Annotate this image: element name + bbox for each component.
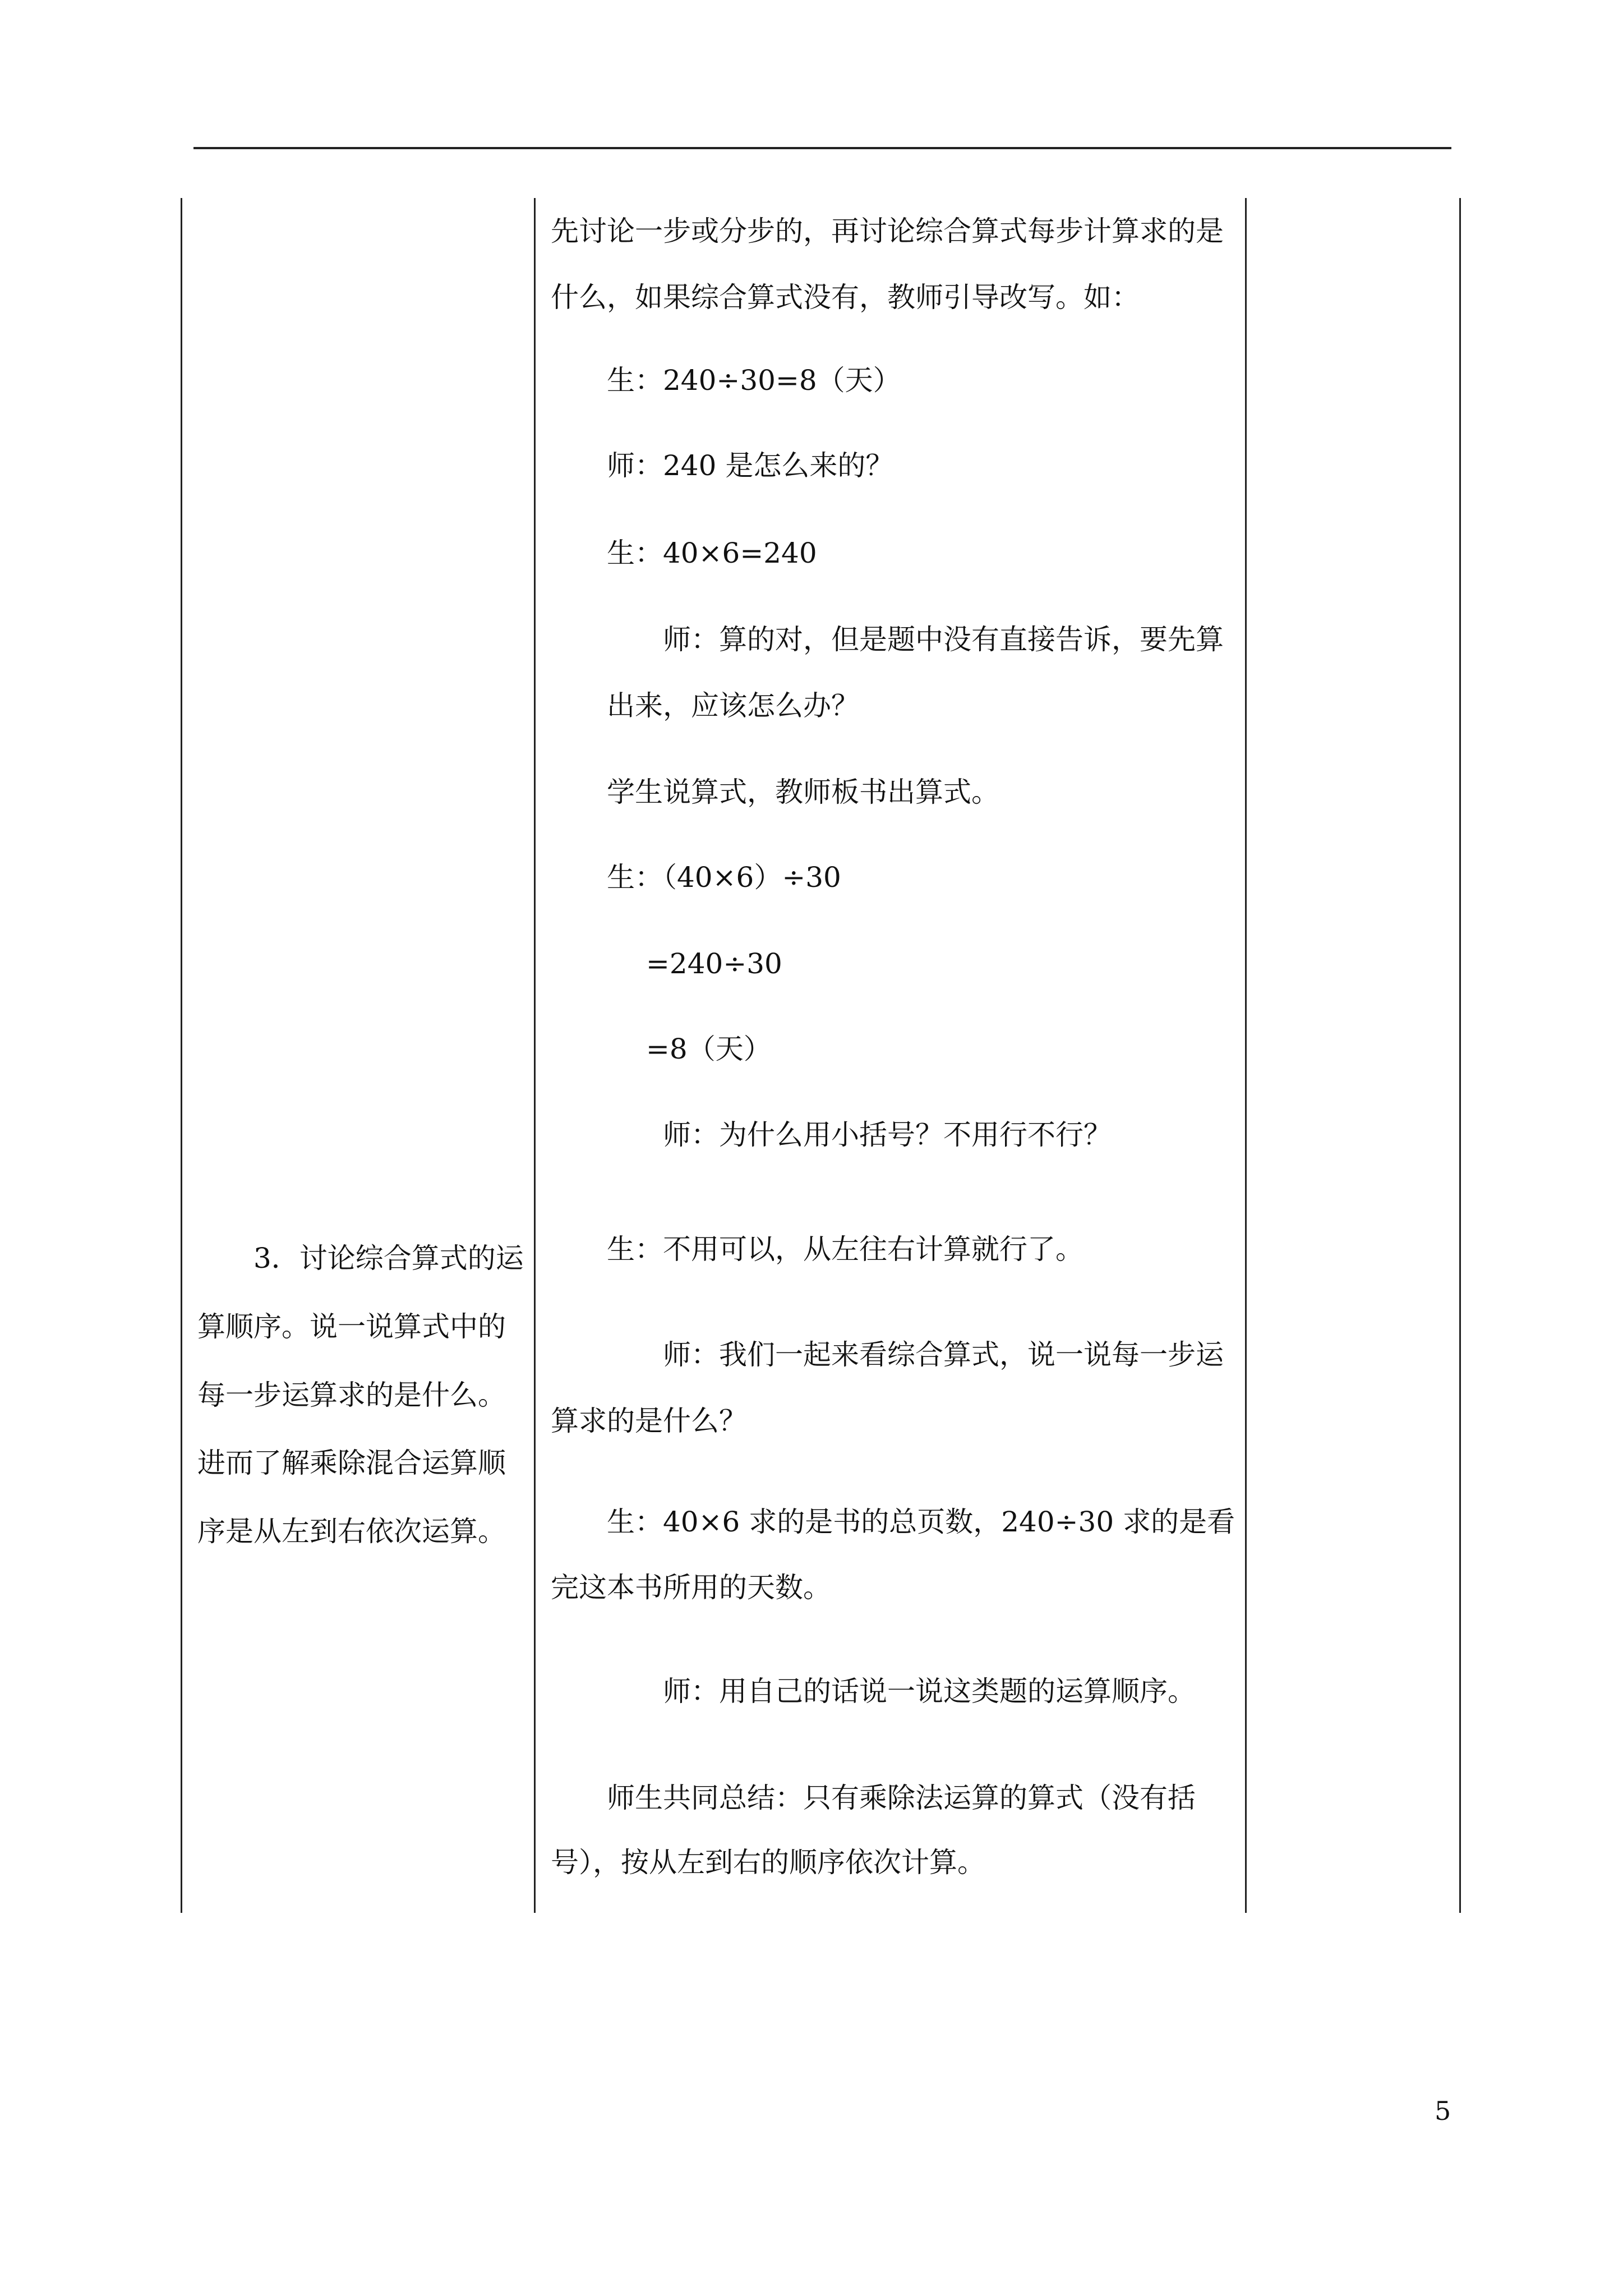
main-line: 师：我们一起来看综合算式，说一说每一步运 — [663, 1338, 1224, 1371]
main-line: 完这本书所用的天数。 — [551, 1571, 831, 1604]
page-number: 5 — [1435, 2096, 1451, 2126]
main-line: 师：为什么用小括号？不用行不行？ — [663, 1119, 1112, 1151]
table-border-left — [181, 198, 182, 1913]
main-line: 生：40×6 求的是书的总页数，240÷30 求的是看 — [607, 1506, 1235, 1538]
main-line: 师：用自己的话说一说这类题的运算顺序。 — [663, 1675, 1196, 1708]
main-line: 号），按从左到右的顺序依次计算。 — [551, 1846, 985, 1879]
main-line: 先讨论一步或分步的，再讨论综合算式每步计算求的是 — [551, 215, 1224, 247]
left-line: 序是从左到右依次运算。 — [197, 1515, 506, 1548]
main-line: =240÷30 — [646, 947, 782, 980]
main-line: =8（天） — [646, 1033, 772, 1065]
main-line: 生：不用可以，从左往右计算就行了。 — [607, 1233, 1083, 1266]
main-line: 生：240÷30=8（天） — [607, 364, 901, 397]
main-line: 出来，应该怎么办？ — [607, 689, 859, 722]
left-line: 算顺序。说一说算式中的 — [197, 1310, 506, 1343]
table-divider-1 — [534, 198, 536, 1913]
header-rule — [193, 147, 1451, 149]
main-line: 师生共同总结：只有乘除法运算的算式（没有括 — [607, 1782, 1196, 1814]
main-line: 生：（40×6）÷30 — [607, 861, 841, 894]
main-line: 师：240 是怎么来的？ — [607, 449, 894, 482]
left-line: 3．讨论综合算式的运 — [253, 1242, 524, 1274]
table-border-right — [1459, 198, 1461, 1913]
main-line: 算求的是什么？ — [551, 1405, 747, 1437]
left-line: 进而了解乘除混合运算顺 — [197, 1447, 506, 1479]
table-divider-2 — [1245, 198, 1247, 1913]
main-line: 师：算的对，但是题中没有直接告诉，要先算 — [663, 623, 1224, 656]
main-line: 什么，如果综合算式没有，教师引导改写。如： — [551, 281, 1140, 314]
main-line: 学生说算式，教师板书出算式。 — [607, 776, 999, 808]
main-line: 生：40×6=240 — [607, 537, 817, 569]
left-line: 每一步运算求的是什么。 — [197, 1379, 506, 1411]
